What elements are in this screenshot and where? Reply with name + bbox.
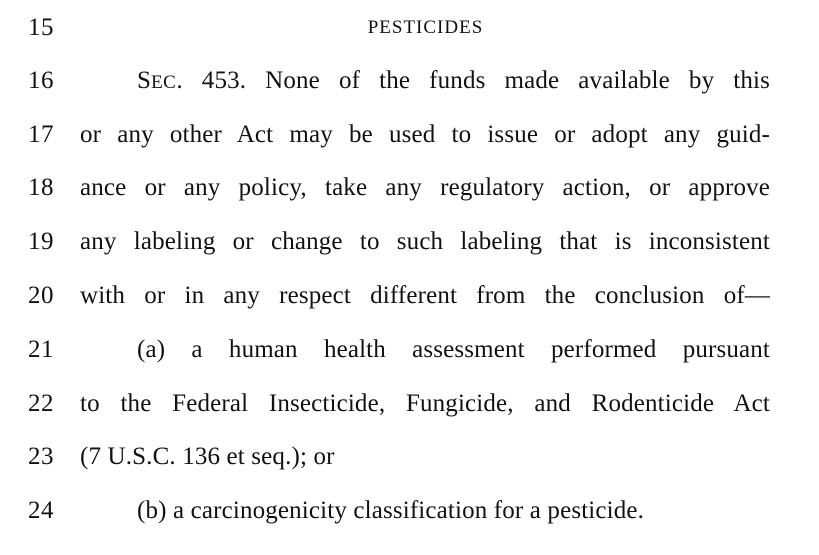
- line-text: with or in any respect different from the conclusion of—: [80, 282, 770, 309]
- line-text-rest: . 453. None of the funds made available by this: [176, 67, 770, 94]
- line-number: 22: [28, 390, 54, 417]
- line-number: 21: [28, 336, 54, 363]
- line-19: [0, 222, 819, 262]
- line-15: [0, 8, 819, 48]
- section-label-rest: EC: [151, 72, 177, 93]
- line-number: 24: [28, 497, 54, 524]
- line-24: [0, 491, 819, 531]
- line-18: [0, 168, 819, 208]
- line-number: 20: [28, 282, 54, 309]
- line-20: [0, 276, 819, 316]
- line-16: [0, 61, 819, 101]
- section-label-initial: S: [137, 67, 152, 94]
- line-text: ance or any policy, take any regulatory action, or approve: [80, 174, 770, 201]
- line-23: [0, 437, 819, 477]
- line-number: 16: [28, 67, 54, 94]
- line-text: (a) a human health assessment performed pursuant: [137, 336, 770, 363]
- line-text: or any other Act may be used to issue or adopt any guid-: [80, 121, 770, 148]
- line-text: to the Federal Insecticide, Fungicide, and Rodenticide Act: [80, 390, 770, 417]
- line-21: [0, 330, 819, 370]
- section-heading: PESTICIDES: [367, 17, 484, 38]
- line-number: 19: [28, 228, 54, 255]
- line-22: [0, 384, 819, 424]
- line-text: (7 U.S.C. 136 et seq.); or: [80, 443, 335, 470]
- line-17: [0, 115, 819, 155]
- line-text: [137, 61, 770, 103]
- line-text: (b) a carcinogenicity classification for a pesticide.: [137, 497, 645, 524]
- line-number: 18: [28, 174, 54, 201]
- line-number: 23: [28, 443, 54, 470]
- line-number: 17: [28, 121, 54, 148]
- line-number: 15: [28, 14, 54, 41]
- line-text: any labeling or change to such labeling that is inconsistent: [80, 228, 770, 255]
